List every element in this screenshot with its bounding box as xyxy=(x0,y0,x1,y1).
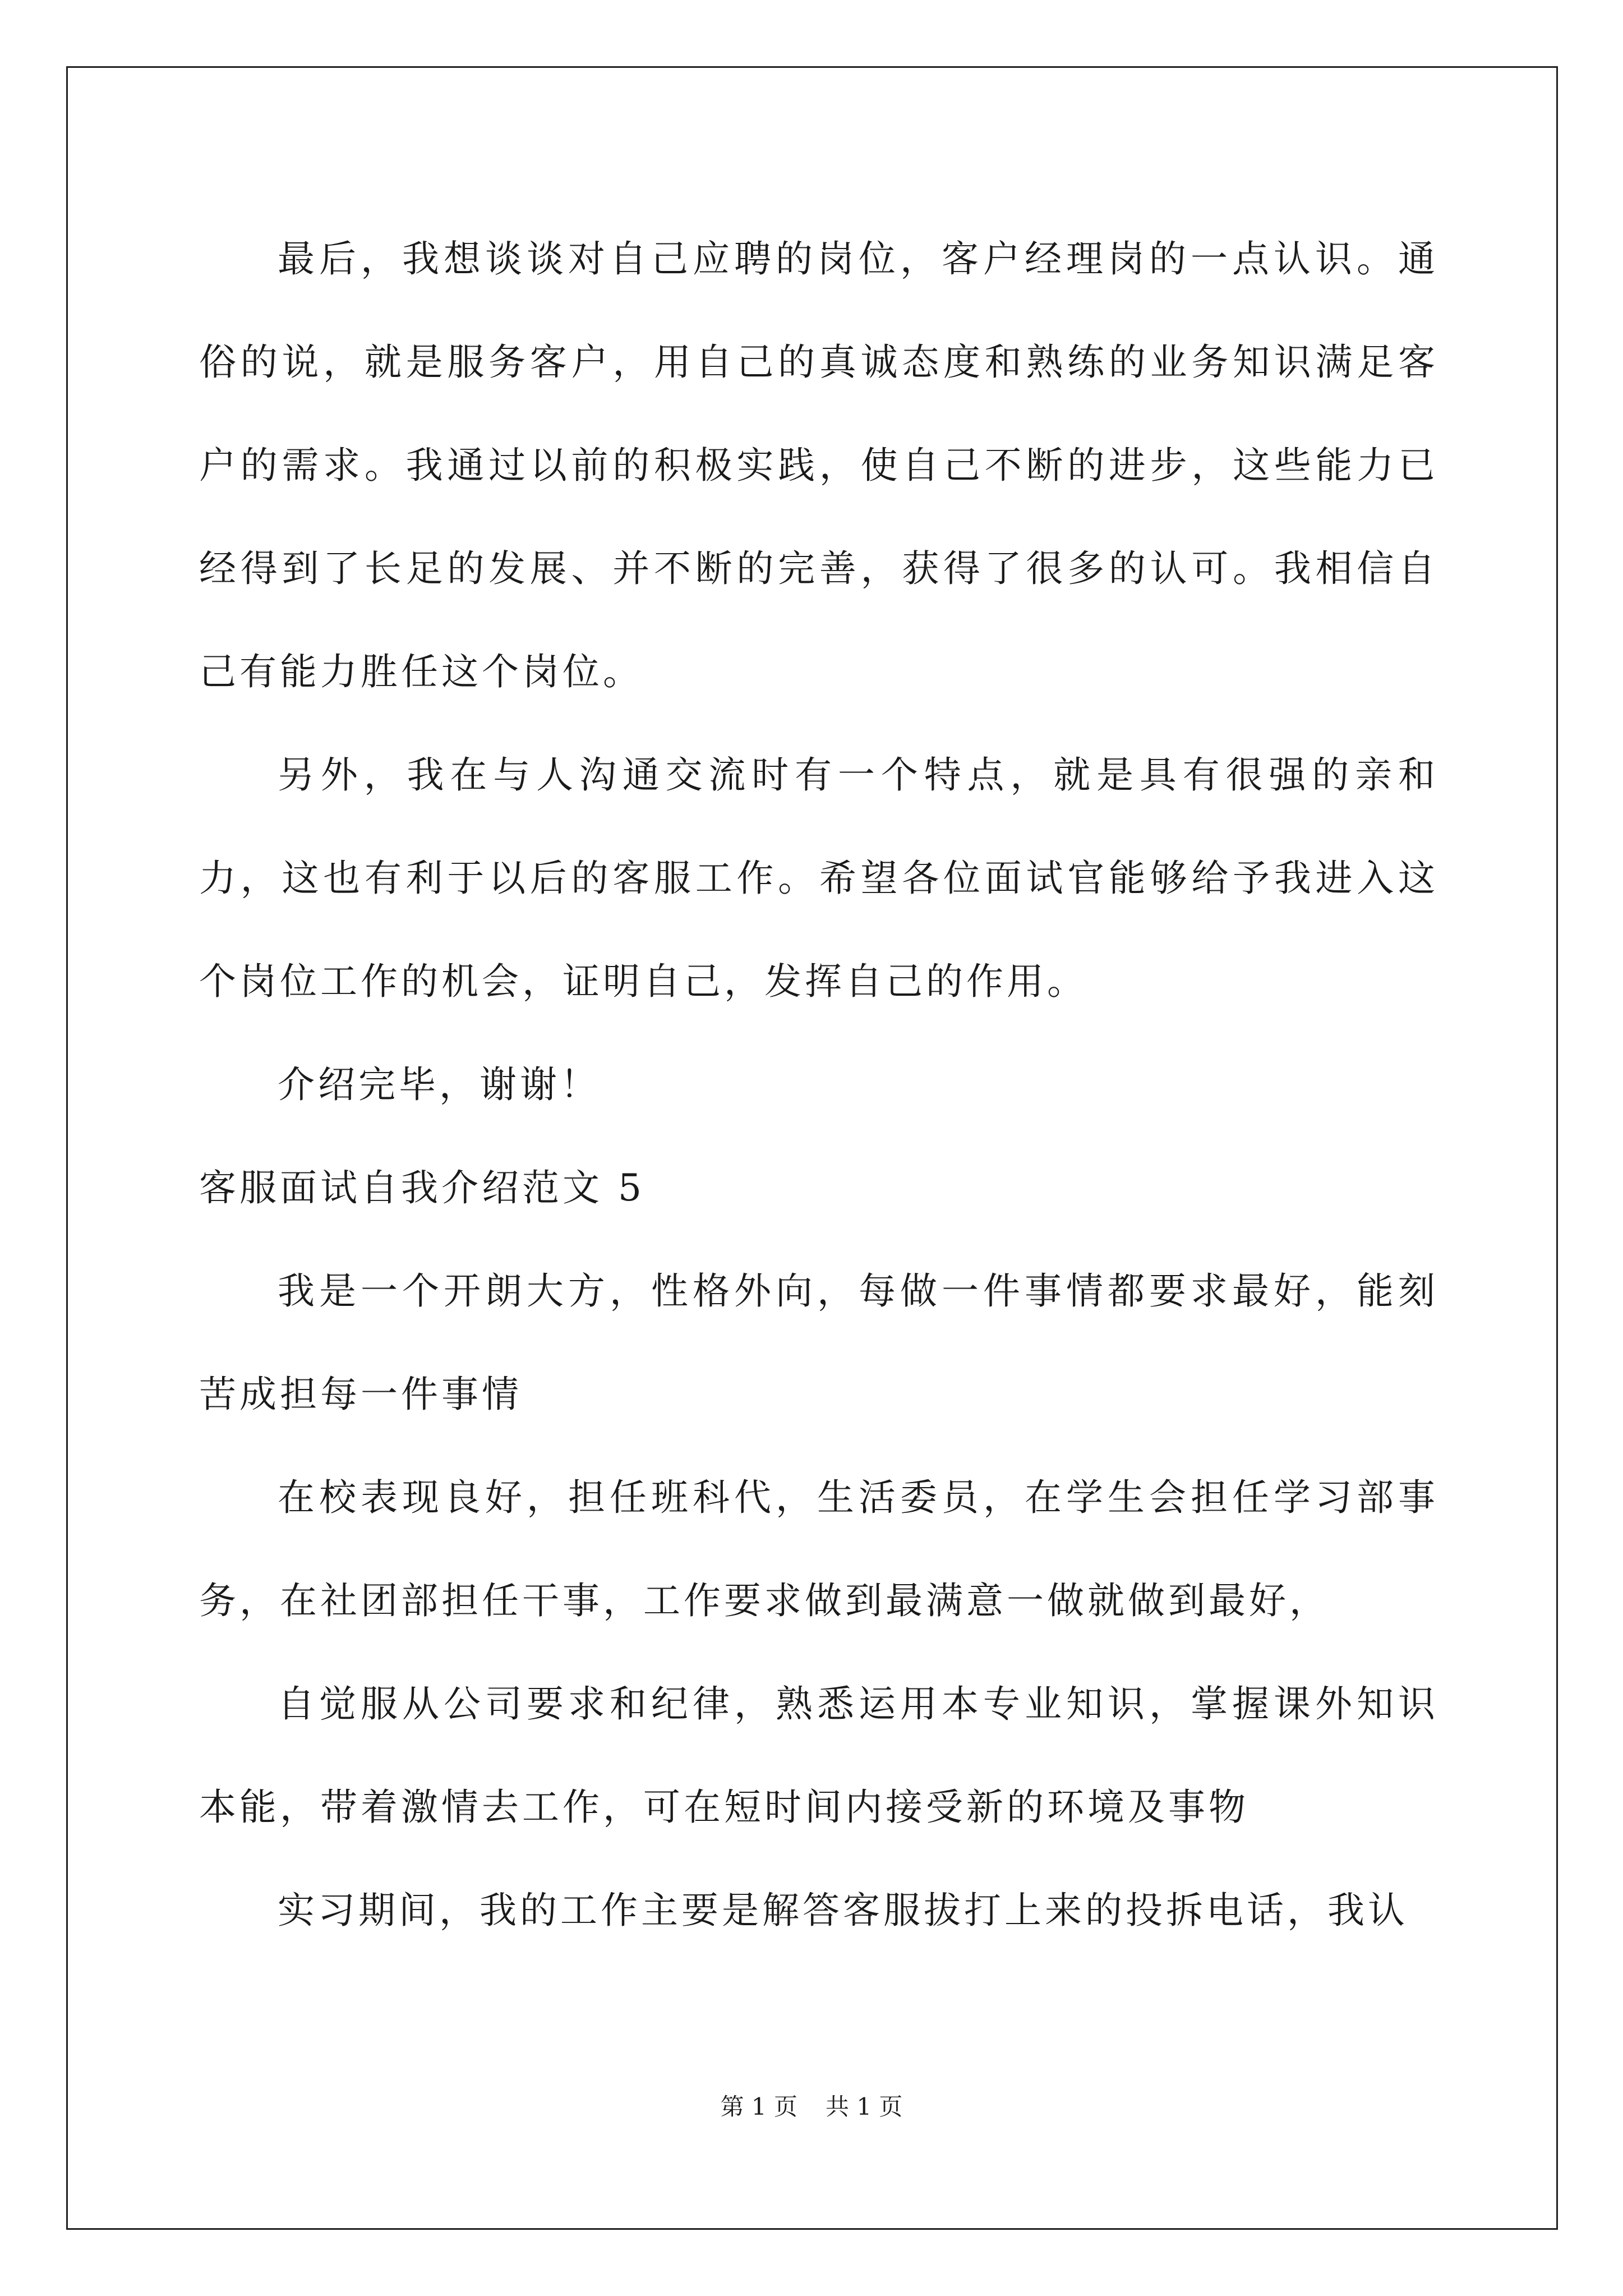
paragraph: 在校表现良好，担任班科代，生活委员，在学生会担任学习部事务，在社团部担任干事，工作要求做到最满意一做就做到最好， xyxy=(199,1476,1438,1622)
page-footer xyxy=(0,2090,1623,2124)
paragraph: 介绍完毕，谢谢！ xyxy=(278,1063,601,1106)
paragraph: 自觉服从公司要求和纪律，熟悉运用本专业知识，掌握课外知识本能，带着激情去工作，可在短时间内接受新的环境及事物 xyxy=(199,1682,1438,1829)
paragraph: 最后，我想谈谈对自己应聘的岗位，客户经理岗的一点认识。通俗的说，就是服务客户，用自己的真诚态度和熟练的业务知识满足客户的需求。我通过以前的积极实践，使自己不断的进步，这些能力已经得到了长足的发展、并不断的完善，获得了很多的认可。我相信自己有能力胜任这个岗位。 xyxy=(199,237,1438,693)
section-heading: 客服面试自我介绍范文 5 xyxy=(199,1166,645,1209)
paragraph: 另外，我在与人沟通交流时有一个特点，就是具有很强的亲和力，这也有利于以后的客服工作。希望各位面试官能够给予我进入这个岗位工作的机会，证明自己，发挥自己的作用。 xyxy=(199,753,1438,1003)
paragraph: 实习期间，我的工作主要是解答客服拔打上来的投拆电话，我认 xyxy=(278,1889,1408,1932)
page-number: 第 1 页 xyxy=(720,2093,797,2120)
paragraph: 我是一个开朗大方，性格外向，每做一件事情都要求最好，能刻苦成担每一件事情 xyxy=(199,1269,1438,1416)
page-total: 共 1 页 xyxy=(826,2093,903,2120)
document-body xyxy=(199,208,1438,1962)
